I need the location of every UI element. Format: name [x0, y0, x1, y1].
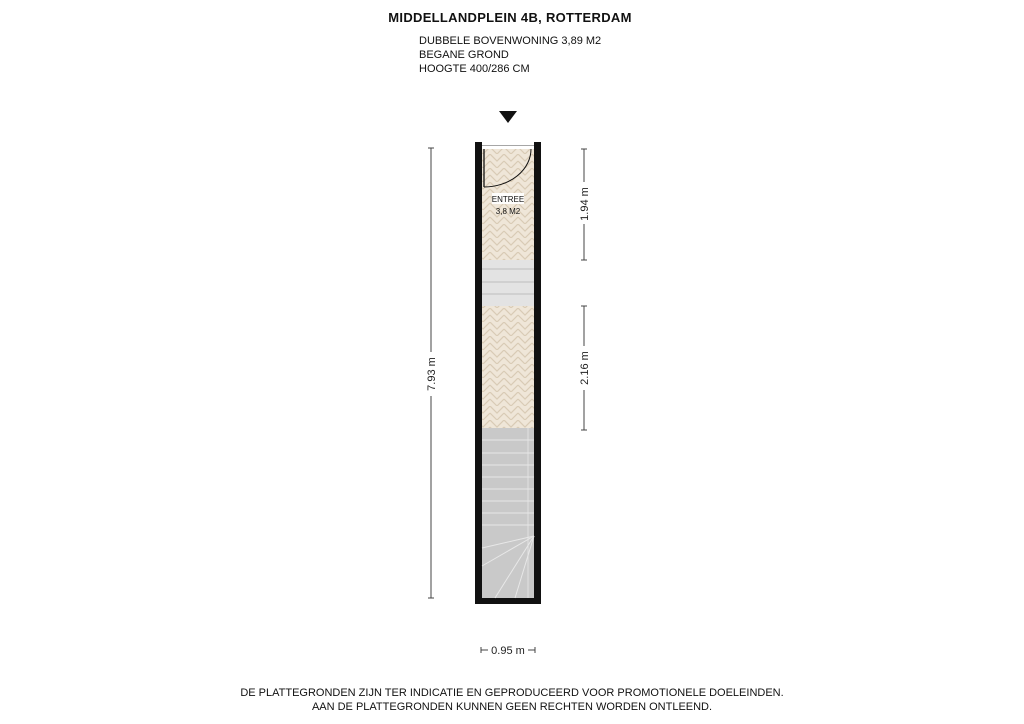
- dimension-total-height: [424, 148, 438, 598]
- dimension-width: [481, 645, 535, 657]
- dim-width-label: 0.95 m: [491, 645, 525, 657]
- steps-zone: [482, 260, 534, 306]
- disclaimer: [212, 686, 812, 714]
- page-title: MIDDELLANDPLEIN 4B, ROTTERDAM: [388, 10, 632, 25]
- dim-upper-label: 1.94 m: [579, 187, 591, 221]
- floor-hallway: [482, 306, 534, 428]
- dimension-upper: [577, 149, 591, 260]
- info-line-floor: BEGANE GROND: [419, 49, 509, 61]
- dim-middle-label: 2.16 m: [579, 351, 591, 385]
- disclaimer-line-1: DE PLATTEGRONDEN ZIJN TER INDICATIE EN GEPRODUCEERD VOOR PROMOTIONELE DOELEINDEN.: [240, 687, 784, 699]
- down-triangle-icon: [499, 111, 517, 123]
- dim-total-label: 7.93 m: [426, 357, 438, 391]
- dimension-middle: [577, 306, 591, 430]
- staircase: [482, 428, 534, 598]
- info-line-type: DUBBELE BOVENWONING 3,89 M2: [419, 35, 602, 47]
- room-name: ENTREE: [491, 195, 525, 204]
- room-area: 3,8 M2: [495, 207, 521, 216]
- info-line-height: HOOGTE 400/286 CM: [419, 63, 530, 75]
- disclaimer-line-2: AAN DE PLATTEGRONDEN KUNNEN GEEN RECHTEN WORDEN ONTLEEND.: [311, 701, 713, 713]
